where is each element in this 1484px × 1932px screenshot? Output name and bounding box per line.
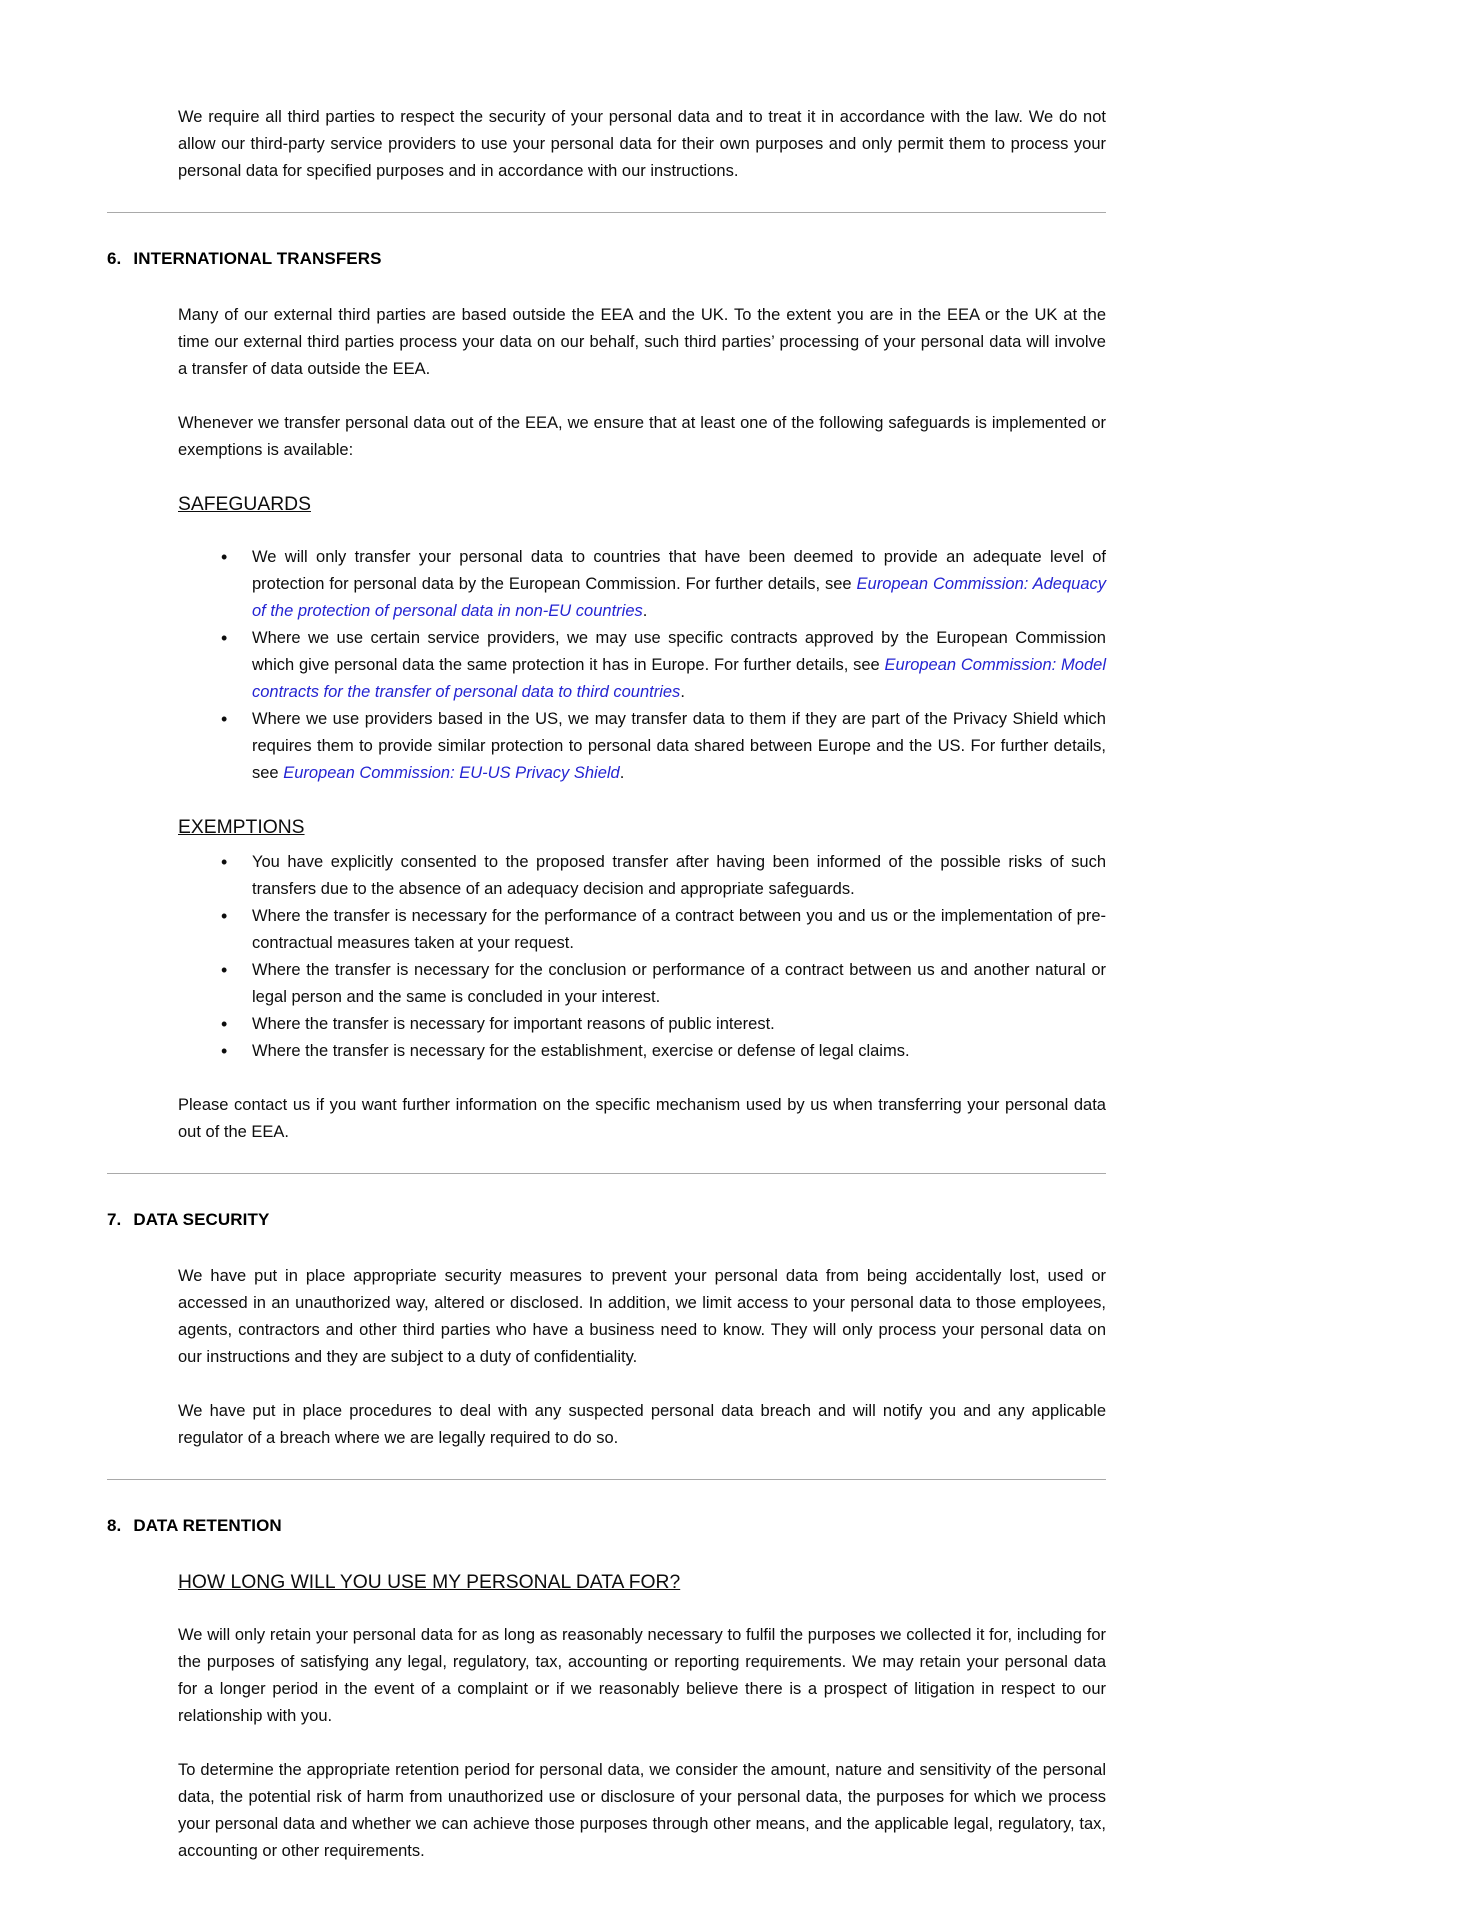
- bullet-text: Where we use providers based in the US, we may transfer data to them if they are part of the Privacy Shield which requires them to provide similar protection to personal data shared between Europe and the US. For further details, see: [252, 710, 1106, 782]
- transfers-closing-paragraph: Please contact us if you want further information on the specific mechanism used by us when transferring your personal data out of the EEA.: [178, 1096, 1106, 1141]
- section-title: INTERNATIONAL TRANSFERS: [133, 249, 382, 268]
- security-paragraph-1: We have put in place appropriate security measures to prevent your personal data from being accidentally lost, used or accessed in an unauthorized way, altered or disclosed. In addition, we limit access to your personal data to those employees, agents, contractors and other third parties who have a business need to know. They will only process your personal data on our instructions and they are subject to a duty of confidentiality.: [178, 1267, 1106, 1366]
- exemptions-list: [107, 849, 1106, 1065]
- link-ec-model-contracts[interactable]: European Commission: Model contracts for the transfer of personal data to third countries: [252, 656, 1106, 701]
- bullet-text: Where we use certain service providers, we may use specific contracts approved by the European Commission which give personal data the same protection it has in Europe. For further details, see: [252, 629, 1106, 674]
- retention-subheading: HOW LONG WILL YOU USE MY PERSONAL DATA FOR?: [178, 1572, 681, 1593]
- section-number: 8.: [107, 1516, 122, 1535]
- exemptions-subheading: EXEMPTIONS: [178, 817, 305, 838]
- retention-paragraph-1: We will only retain your personal data for as long as reasonably necessary to fulfil the purposes we collected it for, including for the purposes of satisfying any legal, regulatory, tax, accounting or reporting requirements. We may retain your personal data for a longer period in the event of a complaint or if we reasonably believe there is a prospect of litigation in respect to our relationship with you.: [178, 1626, 1106, 1725]
- list-item: • Where the transfer is necessary for important reasons of public interest.: [219, 1011, 1106, 1038]
- list-item: • You have explicitly consented to the proposed transfer after having been informed of the possible risks of such transfers due to the absence of an adequacy decision and appropriate safeguards.: [219, 849, 1106, 903]
- link-ec-privacy-shield[interactable]: European Commission: EU-US Privacy Shield: [283, 764, 620, 782]
- list-item: • Where the transfer is necessary for the performance of a contract between you and us or the implementation of pre-contractual measures taken at your request.: [219, 903, 1106, 957]
- list-item: [219, 706, 1106, 787]
- bullet-text: .: [619, 764, 625, 782]
- list-item: • Where the transfer is necessary for the conclusion or performance of a contract between us and another natural or legal person and the same is concluded in your interest.: [219, 957, 1106, 1011]
- link-ec-adequacy[interactable]: European Commission: Adequacy of the protection of personal data in non-EU countries: [252, 575, 1106, 620]
- section-number: 6.: [107, 249, 122, 268]
- list-item: [219, 625, 1106, 706]
- list-item: • Where the transfer is necessary for the establishment, exercise or defense of legal claims.: [219, 1038, 1106, 1065]
- safeguards-list: [107, 544, 1106, 787]
- section-heading-data-retention: [107, 1512, 1106, 1539]
- section-number: 7.: [107, 1210, 122, 1229]
- list-item: [219, 544, 1106, 625]
- section-title: DATA RETENTION: [133, 1516, 282, 1535]
- section-heading-data-security: [107, 1206, 1106, 1233]
- bullet-text: .: [642, 602, 648, 620]
- bullet-text: We will only transfer your personal data to countries that have been deemed to provide an adequate level of protection for personal data by the European Commission. For further details, see: [252, 548, 1106, 593]
- section-heading-international-transfers: [107, 245, 1106, 272]
- section-divider: [107, 212, 1106, 213]
- section-divider: [107, 1173, 1106, 1174]
- intro-paragraph: We require all third parties to respect the security of your personal data and to treat it in accordance with the law. We do not allow our third-party service providers to use your personal data for their own purposes and only permit them to process your personal data for specified purposes and in accordance with our instructions.: [178, 108, 1106, 180]
- section-title: DATA SECURITY: [133, 1210, 270, 1229]
- transfers-paragraph-1: Many of our external third parties are based outside the EEA and the UK. To the extent you are in the EEA or the UK at the time our external third parties process your data on our behalf, such third parties’ processing of your personal data will involve a transfer of data outside the EEA.: [178, 306, 1106, 378]
- section-divider: [107, 1479, 1106, 1480]
- safeguards-subheading: SAFEGUARDS: [178, 494, 311, 515]
- transfers-paragraph-2: Whenever we transfer personal data out of the EEA, we ensure that at least one of the following safeguards is implemented or exemptions is available:: [178, 414, 1106, 459]
- security-paragraph-2: We have put in place procedures to deal with any suspected personal data breach and will notify you and any applicable regulator of a breach where we are legally required to do so.: [178, 1402, 1106, 1447]
- retention-paragraph-2: To determine the appropriate retention period for personal data, we consider the amount, nature and sensitivity of the personal data, the potential risk of harm from unauthorized use or disclosure of your personal data, the purposes for which we process your personal data and whether we can achieve those purposes through other means, and the applicable legal, regulatory, tax, accounting or other requirements.: [178, 1761, 1106, 1860]
- bullet-text: .: [680, 683, 685, 701]
